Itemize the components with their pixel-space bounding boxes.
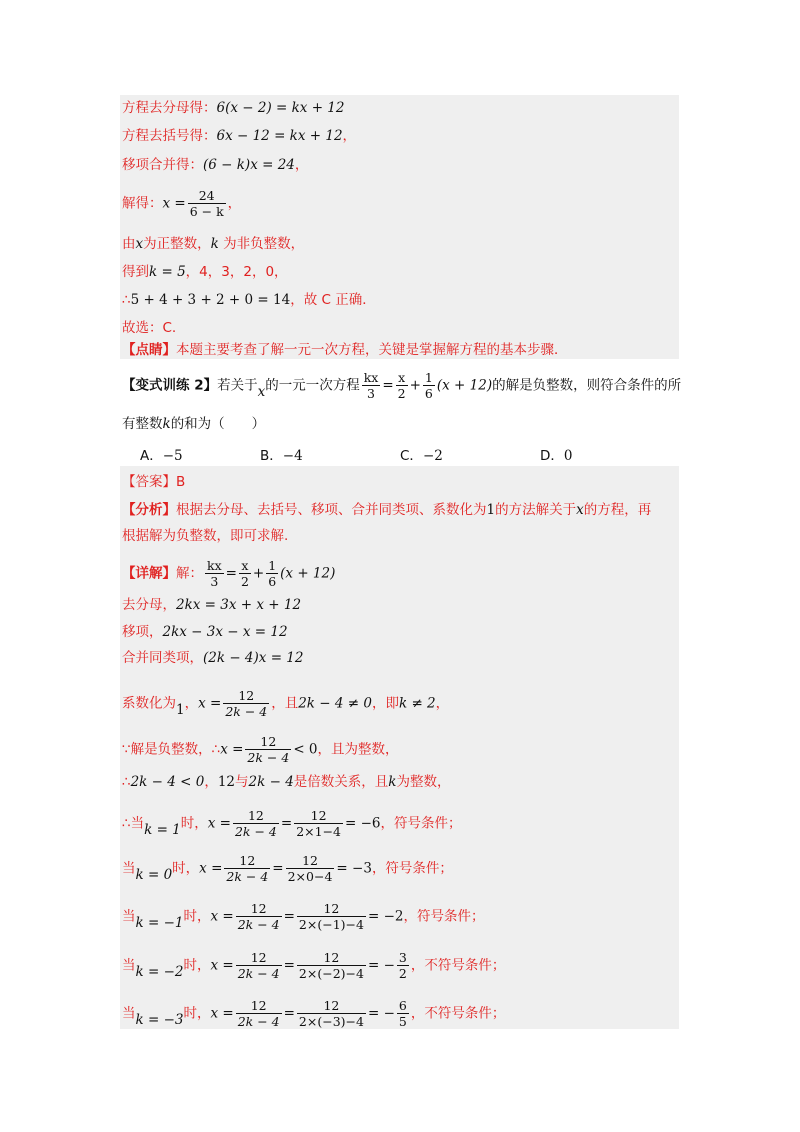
fraction-12-over-2k-4: $\frac{12}{2k - 4}$ <box>234 808 277 839</box>
fraction-12-over-2k-4: $\frac{12}{2k - 4}$ <box>226 853 269 884</box>
analysis-line-1: 【分析】根据去分母、去括号、移项、合并同类项、系数化为1的方法解关于x的方程，再 <box>122 502 652 518</box>
fraction-substituted: $\frac{12}{2\times 0-4}$ <box>287 853 333 884</box>
key-point: 【点睛】本题主要考查了解一元一次方程，关键是掌握解方程的基本步骤． <box>122 342 568 358</box>
case-result: = −3 <box>336 860 372 877</box>
analysis-line-2: 根据解为负整数，即可求解. <box>122 528 289 544</box>
detail-step-combine: 合并同类项，(2k − 4)x = 12 <box>122 650 304 666</box>
case-result-fraction: $\frac{3}{2}$ <box>398 950 407 981</box>
detail-equation: 【详解】解： $\frac{kx}{3}$ = $\frac{x}{2}$ + $\frac{1}{6}$ (x + 12) <box>122 558 336 589</box>
case-k-value: k = −3 <box>135 1011 184 1028</box>
detail-step-coefficient: 系数化为1，x = $\frac{12}{2k - 4}$ ，且2k − 4 ≠ 0，即k ≠ 2， <box>122 688 450 719</box>
case-line: 当k = −1时，x = $\frac{12}{2k - 4}$ = $\frac{12}{2\times(-1)-4}$ = −2，符号条件； <box>122 901 485 932</box>
option-a: A．−5 <box>140 448 183 464</box>
detail-step-move: 移项，2kx − 3x − x = 12 <box>122 624 288 640</box>
option-d: D．0 <box>540 448 573 464</box>
detail-negative-integer: ∵解是负整数，∴x = $\frac{12}{2k - 4}$ < 0，且为整数， <box>122 734 399 765</box>
case-result-fraction: $\frac{6}{5}$ <box>398 998 407 1029</box>
case-result: = −6 <box>345 815 381 832</box>
fraction-12-over-2k-4: $\frac{12}{2k - 4}$ <box>247 734 290 765</box>
step-combine-terms: 移项合并得：(6 − k)x = 24， <box>122 157 309 173</box>
question-line-2: 有整数k的和为（ ） <box>122 416 266 432</box>
step-remove-brackets: 方程去括号得：6x − 12 = kx + 12， <box>122 128 357 144</box>
option-c: C．−2 <box>400 448 443 464</box>
case-k-value: k = −2 <box>135 963 184 980</box>
values-of-k: 得到k = 5，4，3，2，0， <box>122 264 288 280</box>
fraction-substituted: $\frac{12}{2\times(-1)-4}$ <box>298 901 364 932</box>
fraction-substituted: $\frac{12}{2\times(-2)-4}$ <box>298 950 364 981</box>
fraction-kx-over-3: $\frac{kx}{3}$ <box>363 370 379 401</box>
fraction-substituted: $\frac{12}{2\times(-3)-4}$ <box>298 998 364 1029</box>
fraction-12-over-2k-4: $\frac{12}{2k - 4}$ <box>237 901 280 932</box>
fraction-x-over-2: $\frac{x}{2}$ <box>240 558 249 589</box>
condition-line: 由x为正整数，k 为非负整数， <box>122 236 305 252</box>
case-line: ∴当k = 1时，x = $\frac{12}{2k - 4}$ = $\frac{12}{2\times 1-4}$ = −6，符号条件； <box>122 808 462 839</box>
option-b: B．−4 <box>260 448 303 464</box>
fraction-x-over-2: $\frac{x}{2}$ <box>397 370 406 401</box>
case-line: 当k = 0时，x = $\frac{12}{2k - 4}$ = $\frac{12}{2\times 0-4}$ = −3，符号条件； <box>122 853 453 884</box>
case-k-value: k = −1 <box>135 914 184 931</box>
answer-line: 【答案】B <box>122 474 186 490</box>
detail-step-denominator: 去分母，2kx = 3x + x + 12 <box>122 597 302 613</box>
fraction-substituted: $\frac{12}{2\times 1-4}$ <box>296 808 342 839</box>
detail-multiple-relation: ∴2k − 4 < 0，12与2k − 4是倍数关系，且k为整数， <box>122 774 451 790</box>
choice-line: 故选：C. <box>122 320 177 336</box>
case-line: 当k = −3时，x = $\frac{12}{2k - 4}$ = $\frac{12}{2\times(-3)-4}$ = − $\frac{6}{5}$ ，不符号条件； <box>122 998 506 1029</box>
case-k-value: k = 0 <box>135 866 173 883</box>
sum-line: ∴5 + 4 + 3 + 2 + 0 = 14，故 C 正确． <box>122 292 376 308</box>
fraction-12-over-2k-4: $\frac{12}{2k - 4}$ <box>225 688 268 719</box>
case-k-value: k = 1 <box>144 821 181 838</box>
fraction-12-over-2k-4: $\frac{12}{2k - 4}$ <box>237 998 280 1029</box>
fraction-1-over-6: $\frac{1}{6}$ <box>424 370 433 401</box>
fraction-12-over-2k-4: $\frac{12}{2k - 4}$ <box>237 950 280 981</box>
step-solve: 解得：x = $\frac{24}{6 - k}$ ， <box>122 188 242 219</box>
question-line-1: 【变式训练 2】若关于x的一元一次方程 $\frac{kx}{3}$ = $\frac{x}{2}$ + $\frac{1}{6}$ (x + 12)的解是负整数，则符合条件的所 <box>122 370 682 401</box>
step-remove-denominator: 方程去分母得：6(x − 2) = kx + 12 <box>122 100 345 116</box>
fraction-24-over-6-minus-k: $\frac{24}{6 - k}$ <box>189 188 224 219</box>
fraction-kx-over-3: $\frac{kx}{3}$ <box>207 558 222 589</box>
fraction-1-over-6: $\frac{1}{6}$ <box>268 558 277 589</box>
case-result: = −2 <box>367 908 404 925</box>
case-line: 当k = −2时，x = $\frac{12}{2k - 4}$ = $\frac{12}{2\times(-2)-4}$ = − $\frac{3}{2}$ ，不符号条件； <box>122 950 506 981</box>
